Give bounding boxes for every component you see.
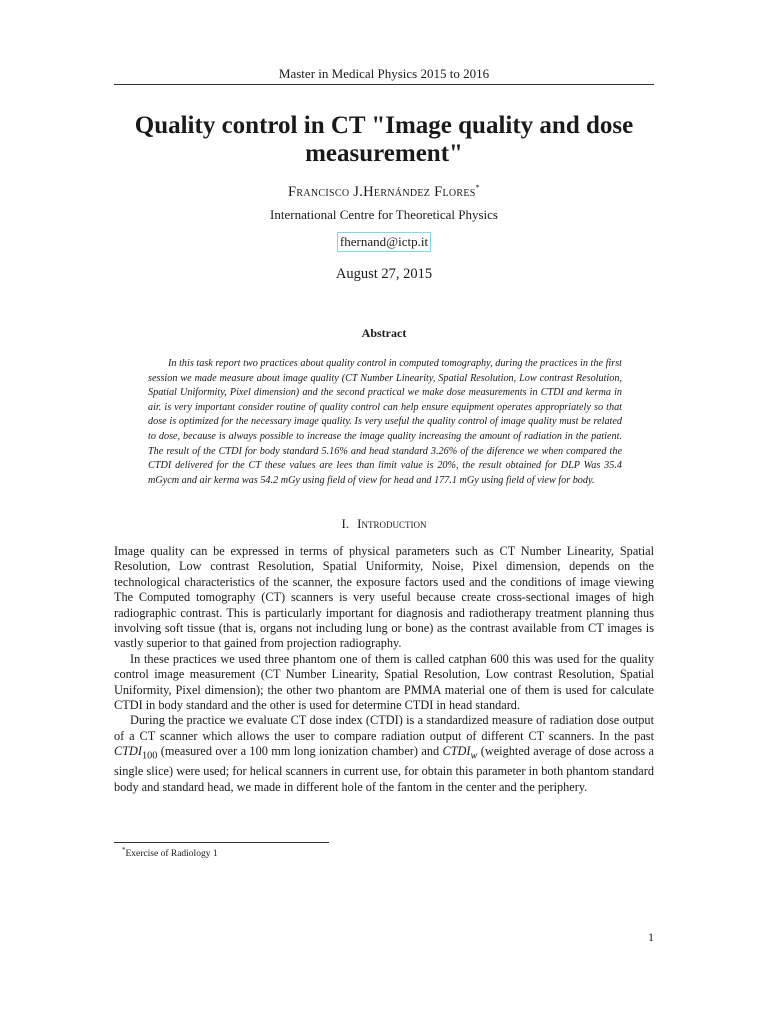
page-number: 1 xyxy=(648,930,654,944)
date: August 27, 2015 xyxy=(335,266,433,282)
section-heading xyxy=(114,516,654,532)
affiliation: International Centre for Theoretical Physics xyxy=(270,207,498,222)
author-line xyxy=(114,183,654,201)
email-link[interactable]: fhernand@ictp.it xyxy=(337,232,431,252)
ctdi100-subscript: 100 xyxy=(142,750,158,762)
abstract-heading: Abstract xyxy=(361,326,407,340)
section-title: Introduction xyxy=(357,516,427,531)
footnote-text: Exercise of Radiology 1 xyxy=(125,849,218,860)
introduction-body xyxy=(114,544,654,795)
ctdi100-symbol xyxy=(114,744,142,758)
ctdiw-base: CTDI xyxy=(442,744,471,759)
author-name: Francisco J.Hernández Flores xyxy=(288,183,476,200)
intro-paragraph-1: Image quality can be expressed in terms of physical parameters such as CT Number Linearity, Spatial Resolution, Low contrast Resolution, Spatial Uniformity, Noise, Pixel dimension, depends on the technological characteristics of the scanner, the exposure factors used and the conditions of image viewing The Computed tomography (CT) scanners is very useful because create cross-sectional images of high radiographic contrast. This is particularly important for diagnosis and radiotherapy treatment planning thus involving soft tissue (that is, organs not including lung or bone) as the contrast available from CT images is vastly superior to that gained from projection radiography. xyxy=(114,544,654,651)
ctdiw-symbol xyxy=(442,744,478,762)
intro-p3-part-a: During the practice we evaluate CT dose index (CTDI) is a standardized measure of radiation dose output of a CT scanner which allows the user to compare radiation output of different CT scanners. In the past xyxy=(114,713,654,743)
email-container xyxy=(114,232,654,252)
ctdi100-base: CTDI xyxy=(114,744,143,759)
intro-paragraph-3 xyxy=(114,713,654,794)
intro-p3-part-c: (weighted average of dose across a single slice) were used; for helical scanners in current use, for obtain this parameter in both phantom standard body and standard head, we made in different hole of the fantom in the center and the periphery. xyxy=(114,744,655,794)
footnote-mark: * xyxy=(122,846,126,854)
section-number: I. xyxy=(341,516,350,531)
header-rule xyxy=(114,84,654,85)
running-header: Master in Medical Physics 2015 to 2016 xyxy=(278,66,490,81)
footnote xyxy=(122,846,522,859)
footnote-rule xyxy=(114,842,329,843)
intro-p3-part-b: (measured over a 100 mm long ionization chamber) and xyxy=(157,744,443,759)
intro-paragraph-2: In these practices we used three phantom one of them is called catphan 600 this was used for the quality control image measurement (CT Number Linearity, Spatial Resolution, Low contrast Resolution, Spatial Uniformity, Pixel dimension); the other two phantom are PMMA material one of them is used for calculate CTDI in body standard and the other is used for determine CTDI in head standard. xyxy=(114,651,654,713)
paper-title: Quality control in CT "Image quality and dose measurement" xyxy=(134,112,634,167)
author-footnote-mark[interactable]: * xyxy=(475,183,480,192)
ctdiw-subscript: w xyxy=(470,750,478,762)
abstract-text: In this task report two practices about quality control in computed tomography, during the practices in the first session we made measure about image quality (CT Number Linearity, Spatial Resolution, Low contrast Resolution, Spatial Uniformity, Pixel dimension) and the second practical we make dose measurements in CTDI and kerma in air. is very important consider routine of quality control can help ensure equipment operates appropriately so that dose is optimized for the necessary image quality. Is very useful the quality control of image quality must be related to dose, because is always possible to increase the image quality increasing the amount of radiation in the patient. The result of the CTDI for body standard 5.16% and head standard 3.26% of the diference we when compared the CTDI delivered for the CT these values are lees than limit value is 20%, the result obtained for DLP Was 35.4 mGycm and air kerma was 54.2 mGy using field of view for head and 177.1 mGy using field of view for body. xyxy=(148,358,622,486)
